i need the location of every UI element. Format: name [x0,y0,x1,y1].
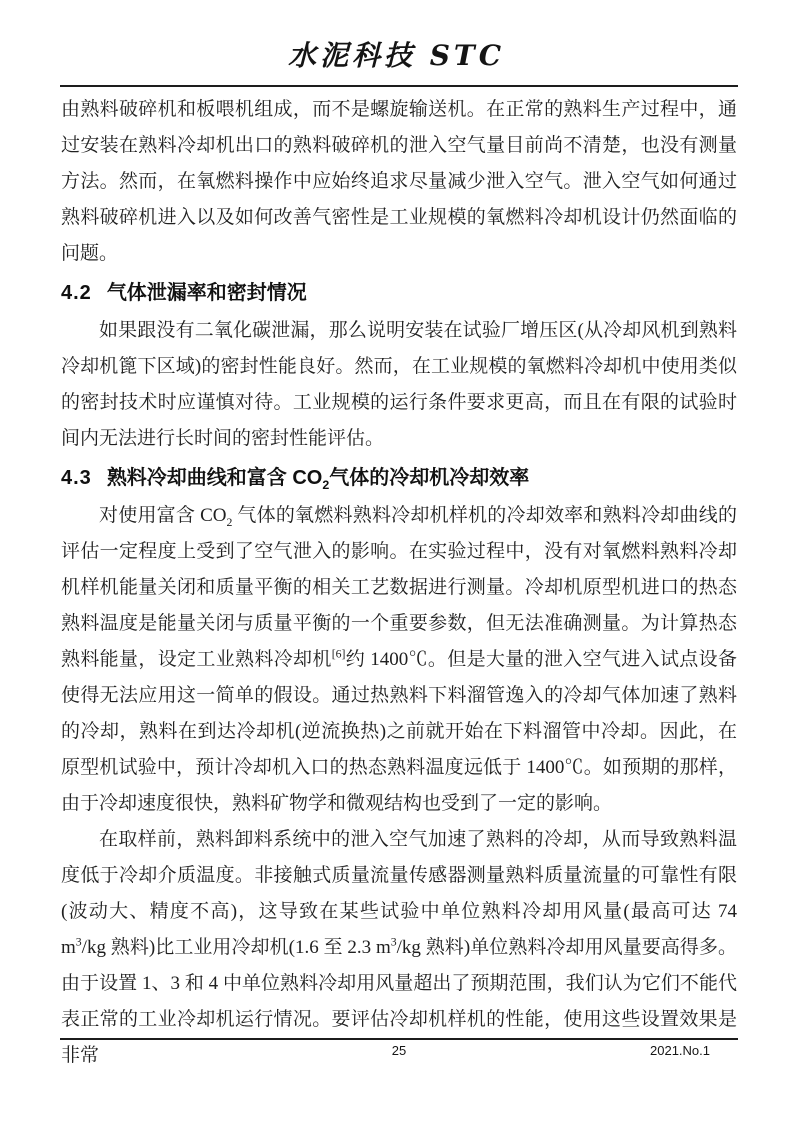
section-number: 4.3 [61,467,92,489]
issue-number: 2021.No.1 [650,1043,710,1058]
paragraph-gas-leakage: 如果跟没有二氧化碳泄漏，那么说明安装在试验厂增压区(从冷却风机到熟料冷却机篦下区域)的密封性能良好。然而，在工业规模的氧燃料冷却机中使用类似的密封技术时应谨慎对待。工业规模的运行条件要求更高，而且在有限的试验时间内无法进行长时间的密封性能评估。 [61,320,737,449]
section-title: 气体泄漏率和密封情况 [106,282,307,304]
journal-title: 水泥科技 STC [287,39,506,72]
footer-row [60,1042,738,1064]
journal-header [0,0,793,87]
page-number: 25 [391,1043,407,1058]
paragraph-sampling: 在取样前，熟料卸料系统中的泄入空气加速了熟料的冷却，从而导致熟料温度低于冷却介质温度。非接触式质量流量传感器测量熟料质量流量的可靠性有限(波动大、精度不高)，这导致在某些试验中单位熟料冷却用风量(最高可达 74 $m^3/kg$ 熟料)比工业用冷却机(1.6 至 2.3 $m^3/kg$ 熟料)单位熟料冷却用风量要高得多。由于设置 1、3 和 4 中单位熟料冷却用风量超出了预期范围，我们认为它们不能代表正常的工业冷却机运行情况。要评估冷却机样机的性能，使用这些设置效果是非常 [61,829,738,1066]
footer-rule [60,1038,738,1040]
section-number: 4.2 [61,282,92,304]
document-body [0,87,793,1074]
paragraph-cooling-efficiency: 对使用富含 $CO_2$ 气体的氧燃料熟料冷却机样机的冷却效率和熟料冷却曲线的评估一定程度上受到了空气泄入的影响。在实验过程中，没有对氧燃料熟料冷却机样机能量关闭和质量平衡的相关工艺数据进行测量。冷却机原型机进口的热态熟料温度是能量关闭与质量平衡的一个重要参数，但无法准确测量。为计算热态熟料能量，设定工业熟料冷却机[6]约 1400℃。但是大量的泄入空气进入试点设备使得无法应用这一简单的假设。通过热熟料下料溜管逸入的冷却气体加速了熟料的冷却，熟料在到达冷却机(逆流换热)之前就开始在下料溜管中冷却。因此，在原型机试验中，预计冷却机入口的热态熟料温度远低于 1400℃。如预期的那样，由于冷却速度很快，熟料矿物学和微观结构也受到了一定的影响。 [61,505,737,814]
section-heading-4-2 [61,275,737,311]
section-title: 熟料冷却曲线和富含 $CO_2$气体的冷却机冷却效率 [106,467,530,492]
page-footer [60,1038,738,1064]
paragraph-continuation: 由熟料破碎机和板喂机组成，而不是螺旋输送机。在正常的熟料生产过程中，通过安装在熟料冷却机出口的熟料破碎机的泄入空气量目前尚不清楚，也没有测量方法。然而，在氧燃料操作中应始终追求尽量减少泄入空气。泄入空气如何通过熟料破碎机进入以及如何改善气密性是工业规模的氧燃料冷却机设计仍然面临的问题。 [61,99,737,264]
section-heading-4-3 [61,460,737,496]
